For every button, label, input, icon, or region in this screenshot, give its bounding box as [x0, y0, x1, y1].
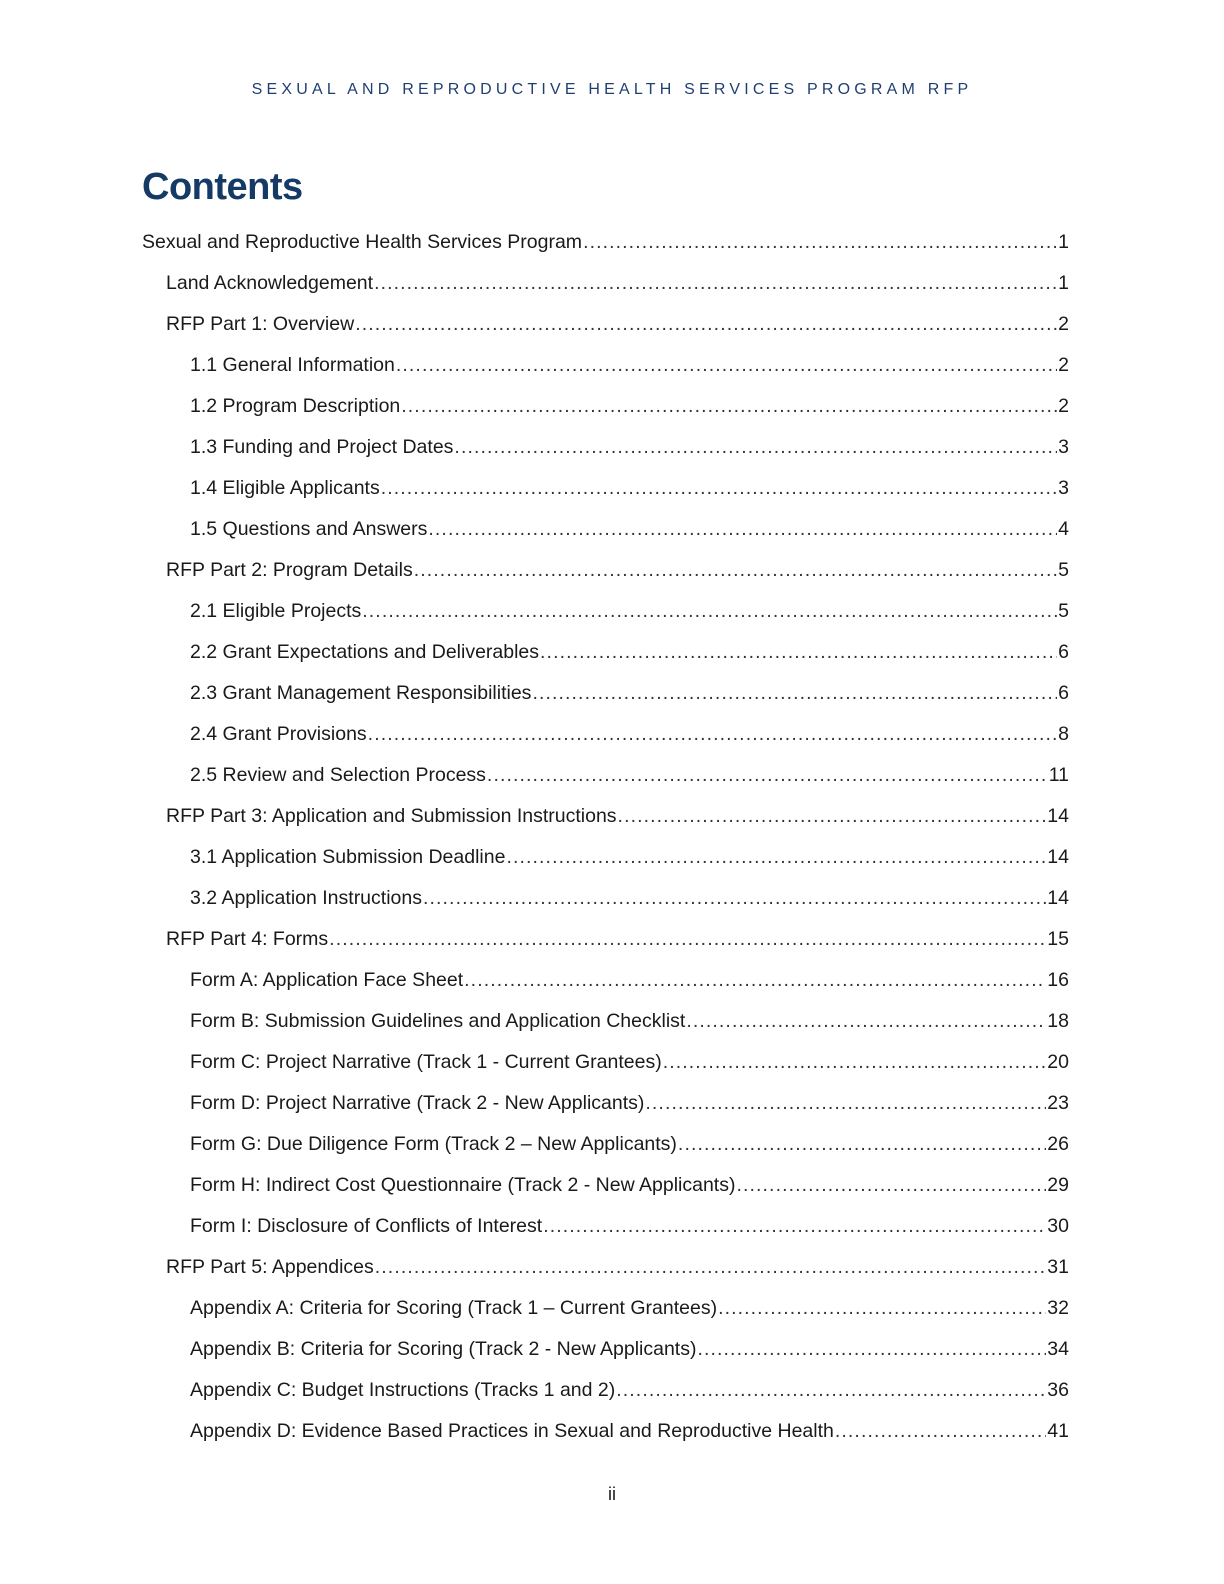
toc-entry-page: 5 [1058, 600, 1069, 622]
toc-entry[interactable] [190, 632, 1069, 672]
toc-entry-page: 23 [1047, 1092, 1069, 1114]
toc-dot-leader [428, 509, 1057, 549]
toc-entry[interactable] [190, 1124, 1069, 1164]
toc-entry[interactable] [190, 1370, 1069, 1410]
toc-entry-page: 20 [1047, 1051, 1069, 1073]
toc-entry[interactable] [190, 673, 1069, 713]
toc-entry[interactable] [166, 1247, 1069, 1287]
toc-entry[interactable] [190, 1165, 1069, 1205]
toc-entry-page: 5 [1058, 559, 1069, 581]
toc-dot-leader [736, 1165, 1046, 1205]
toc-entry[interactable] [190, 1206, 1069, 1246]
toc-entry[interactable] [166, 550, 1069, 590]
toc-entry-title: Sexual and Reproductive Health Services Program [142, 231, 583, 253]
toc-entry-title: RFP Part 2: Program Details [166, 559, 413, 581]
toc-dot-leader [368, 714, 1057, 754]
toc-entry-title: Form A: Application Face Sheet [190, 969, 464, 991]
toc-dot-leader [697, 1329, 1046, 1369]
toc-entry-title: Appendix A: Criteria for Scoring (Track 1 – Current Grantees) [190, 1297, 718, 1319]
toc-entry[interactable] [190, 591, 1069, 631]
toc-entry-page: 14 [1047, 805, 1069, 827]
toc-entry-title: Land Acknowledgement [166, 272, 374, 294]
toc-entry[interactable] [190, 878, 1069, 918]
toc-dot-leader [487, 755, 1048, 795]
toc-entry-page: 29 [1047, 1174, 1069, 1196]
toc-entry[interactable] [190, 509, 1069, 549]
toc-dot-leader [663, 1042, 1047, 1082]
toc-dot-leader [678, 1124, 1046, 1164]
toc-entry-page: 14 [1047, 846, 1069, 868]
toc-dot-leader [835, 1411, 1046, 1451]
toc-entry-title: Form D: Project Narrative (Track 2 - New Applicants) [190, 1092, 645, 1114]
toc-entry[interactable] [190, 1001, 1069, 1041]
toc-dot-leader [718, 1288, 1046, 1328]
toc-entry-title: 2.2 Grant Expectations and Deliverables [190, 641, 540, 663]
toc-entry-page: 11 [1048, 764, 1069, 786]
toc-entry-title: Form I: Disclosure of Conflicts of Interest [190, 1215, 543, 1237]
toc-entry-title: Form G: Due Diligence Form (Track 2 – New Applicants) [190, 1133, 677, 1155]
toc-entry[interactable] [190, 1083, 1069, 1123]
toc-entry[interactable] [190, 345, 1069, 385]
toc-entry[interactable] [190, 837, 1069, 877]
toc-entry-title: Appendix B: Criteria for Scoring (Track 2 - New Applicants) [190, 1338, 697, 1360]
toc-entry-page: 8 [1058, 723, 1069, 745]
toc-entry-page: 2 [1058, 313, 1069, 335]
toc-entry-page: 31 [1047, 1256, 1069, 1278]
toc-entry-title: 1.4 Eligible Applicants [190, 477, 380, 499]
toc-entry[interactable] [166, 304, 1069, 344]
toc-entry-title: 2.1 Eligible Projects [190, 600, 362, 622]
toc-entry-page: 6 [1058, 641, 1069, 663]
toc-entry[interactable] [142, 222, 1069, 262]
toc-entry-title: 1.1 General Information [190, 354, 395, 376]
running-header: SEXUAL AND REPRODUCTIVE HEALTH SERVICES PROGRAM RFP [251, 81, 973, 98]
toc-dot-leader [401, 386, 1057, 426]
toc-entry-page: 6 [1058, 682, 1069, 704]
toc-dot-leader [543, 1206, 1046, 1246]
toc-heading: Contents [142, 166, 303, 208]
toc-dot-leader [329, 919, 1046, 959]
toc-entry-page: 16 [1047, 969, 1069, 991]
toc-entry[interactable] [190, 1042, 1069, 1082]
toc-entry-title: 2.5 Review and Selection Process [190, 764, 486, 786]
toc-dot-leader [686, 1001, 1046, 1041]
toc-entry[interactable] [190, 1329, 1069, 1369]
toc-dot-leader [381, 468, 1057, 508]
toc-dot-leader [583, 222, 1057, 262]
toc-entry-title: 1.3 Funding and Project Dates [190, 436, 454, 458]
toc-entry-title: Form H: Indirect Cost Questionnaire (Track 2 - New Applicants) [190, 1174, 736, 1196]
toc-entry[interactable] [190, 960, 1069, 1000]
toc-entry-title: Form C: Project Narrative (Track 1 - Current Grantees) [190, 1051, 662, 1073]
toc-dot-leader [423, 878, 1046, 918]
toc-entry-title: Appendix D: Evidence Based Practices in Sexual and Reproductive Health [190, 1420, 834, 1442]
page-number: ii [608, 1484, 616, 1504]
toc-entry-page: 32 [1047, 1297, 1069, 1319]
toc-entry[interactable] [190, 427, 1069, 467]
toc-entry-page: 2 [1058, 395, 1069, 417]
toc-entry-page: 15 [1047, 928, 1069, 950]
toc-entry-title: Appendix C: Budget Instructions (Tracks 1 and 2) [190, 1379, 616, 1401]
toc-dot-leader [616, 1370, 1046, 1410]
toc-dot-leader [374, 263, 1057, 303]
toc-entry[interactable] [166, 919, 1069, 959]
toc-dot-leader [506, 837, 1046, 877]
toc-entry-page: 14 [1047, 887, 1069, 909]
toc-entry-title: Form B: Submission Guidelines and Application Checklist [190, 1010, 686, 1032]
toc-dot-leader [645, 1083, 1046, 1123]
toc-entry-page: 3 [1058, 477, 1069, 499]
toc-entry-title: 1.5 Questions and Answers [190, 518, 428, 540]
toc-entry[interactable] [190, 1288, 1069, 1328]
toc-dot-leader [355, 304, 1057, 344]
toc-entry-page: 1 [1058, 231, 1069, 253]
toc-entry-page: 34 [1047, 1338, 1069, 1360]
toc-dot-leader [375, 1247, 1047, 1287]
toc-dot-leader [414, 550, 1057, 590]
toc-entry[interactable] [166, 263, 1069, 303]
toc-entry[interactable] [190, 755, 1069, 795]
toc-entry-title: RFP Part 5: Appendices [166, 1256, 374, 1278]
toc-entry-page: 30 [1047, 1215, 1069, 1237]
toc-entry-page: 2 [1058, 354, 1069, 376]
toc-entry-page: 4 [1058, 518, 1069, 540]
toc-dot-leader [618, 796, 1047, 836]
toc-dot-leader [396, 345, 1057, 385]
toc-entry-title: 3.2 Application Instructions [190, 887, 422, 909]
toc-entry-page: 3 [1058, 436, 1069, 458]
toc-dot-leader [454, 427, 1057, 467]
toc-entry-title: 2.4 Grant Provisions [190, 723, 367, 745]
toc-entry[interactable] [190, 468, 1069, 508]
toc-entry-page: 36 [1047, 1379, 1069, 1401]
toc-entry[interactable] [190, 714, 1069, 754]
toc-entry[interactable] [190, 1411, 1069, 1451]
toc-dot-leader [464, 960, 1046, 1000]
toc-entry-title: 3.1 Application Submission Deadline [190, 846, 506, 868]
toc-entry-title: RFP Part 3: Application and Submission Instructions [166, 805, 617, 827]
toc-entry-title: RFP Part 4: Forms [166, 928, 329, 950]
toc-entry-title: 1.2 Program Description [190, 395, 401, 417]
toc-entry[interactable] [166, 796, 1069, 836]
toc-entry-page: 1 [1058, 272, 1069, 294]
toc-entry-page: 18 [1047, 1010, 1069, 1032]
toc-entry-page: 41 [1047, 1420, 1069, 1442]
toc-entry-title: RFP Part 1: Overview [166, 313, 355, 335]
toc-dot-leader [362, 591, 1057, 631]
toc-dot-leader [540, 632, 1057, 672]
toc-entry-title: 2.3 Grant Management Responsibilities [190, 682, 532, 704]
toc-entry[interactable] [190, 386, 1069, 426]
toc-dot-leader [532, 673, 1057, 713]
toc-entry-page: 26 [1047, 1133, 1069, 1155]
